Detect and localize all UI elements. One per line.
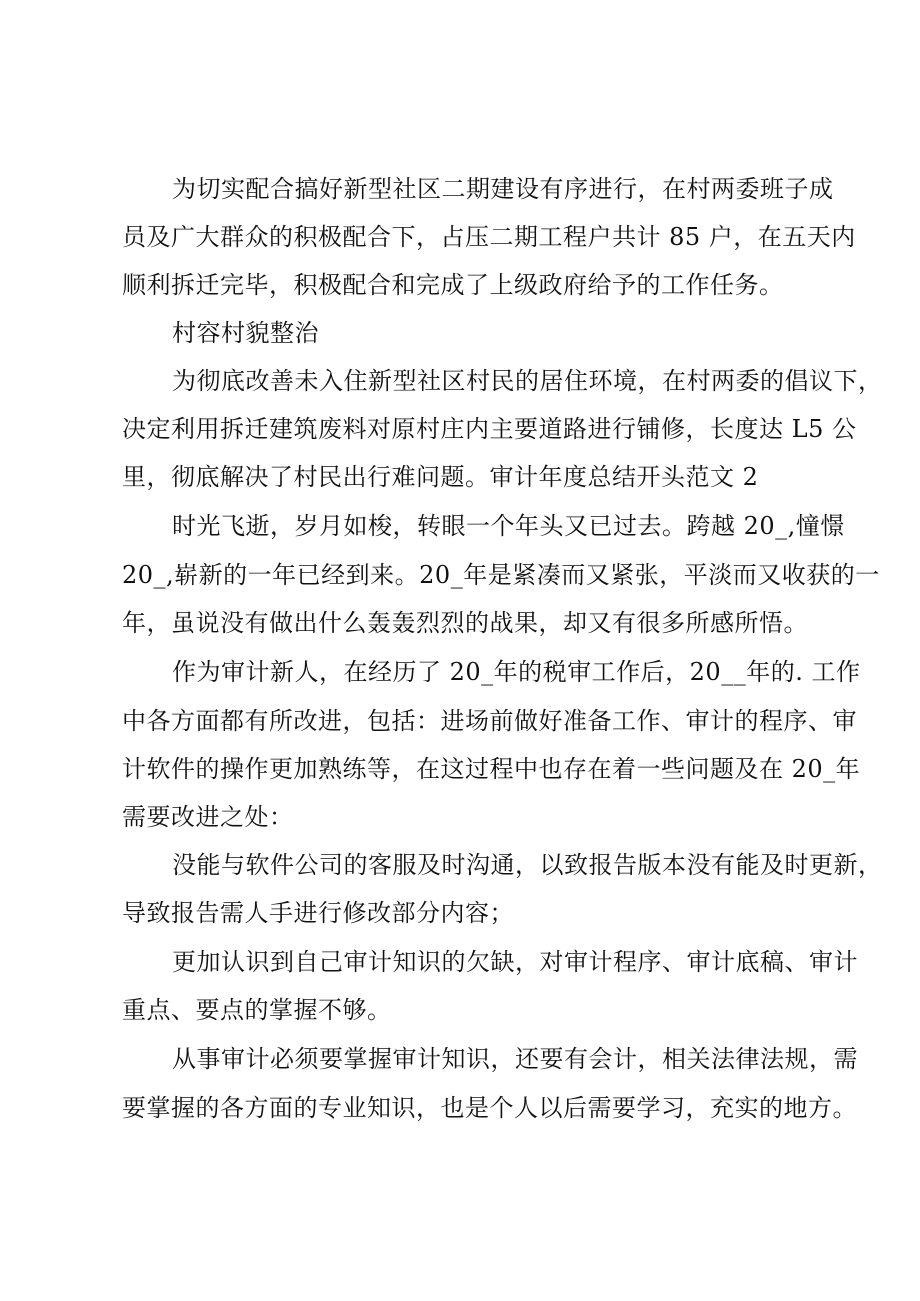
paragraph-line: 时光飞逝，岁月如梭，转眼一个年头又已过去。跨越 20_,憧憬 xyxy=(172,512,845,540)
paragraph-line: 为彻底改善未入住新型社区村民的居住环境，在村两委的倡议下， xyxy=(172,367,883,395)
paragraph-line: 年，虽说没有做出什么轰轰烈烈的战果，却又有很多所感所悟。 xyxy=(122,609,808,637)
paragraph-line: 20_,崭新的一年已经到来。20_年是紧凑而又紧张，平淡而又收获的一 xyxy=(122,561,880,589)
paragraph-line: 没能与软件公司的客服及时沟通，以致报告版本没有能及时更新， xyxy=(172,851,883,879)
paragraph-line: 员及广大群众的积极配合下，占压二期工程户共计 85 户，在五天内 xyxy=(122,223,856,251)
paragraph-line: 更加认识到自己审计知识的欠缺，对审计程序、审计底稿、审计 xyxy=(172,948,858,976)
paragraph-line: 作为审计新人，在经历了 20_年的税审工作后，20__年的. 工作 xyxy=(172,658,861,686)
paragraph-line: 决定利用拆迁建筑废料对原村庄内主要道路进行铺修，长度达 L5 公 xyxy=(122,415,857,443)
paragraph-line: 要掌握的各方面的专业知识，也是个人以后需要学习，充实的地方。 xyxy=(122,1094,857,1122)
paragraph-line: 需要改进之处： xyxy=(122,803,294,831)
paragraph-line: 重点、要点的掌握不够。 xyxy=(122,996,392,1024)
paragraph-line: 中各方面都有所改进，包括：进场前做好准备工作、审计的程序、审 xyxy=(122,707,857,735)
paragraph-line: 导致报告需人手进行修改部分内容； xyxy=(122,899,514,927)
paragraph-line: 顺利拆迁完毕，积极配合和完成了上级政府给予的工作任务。 xyxy=(122,271,784,299)
paragraph-line: 为切实配合搞好新型社区二期建设有序进行，在村两委班子成 xyxy=(172,175,834,203)
section-heading: 村容村貌整治 xyxy=(172,319,319,347)
paragraph-line: 计软件的操作更加熟练等，在这过程中也存在着一些问题及在 20_年 xyxy=(122,755,861,783)
paragraph-line: 从事审计必须要掌握审计知识，还要有会计，相关法律法规，需 xyxy=(172,1045,858,1073)
paragraph-line: 里，彻底解决了村民出行难问题。审计年度总结开头范文 2 xyxy=(122,463,759,491)
